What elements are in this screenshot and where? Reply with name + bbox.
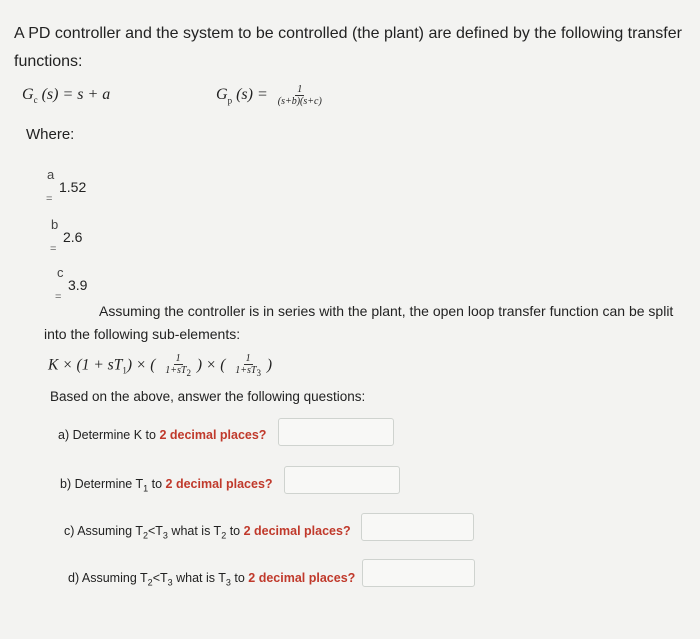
question-a-text: a) Determine K to <box>58 428 160 442</box>
question-c <box>64 524 351 541</box>
formula-fraction-2 <box>233 353 263 379</box>
plant-transfer-function <box>216 84 324 107</box>
formula-mid: ) × ( <box>196 356 226 374</box>
variable-b-name: b <box>51 217 59 232</box>
where-label: Where: <box>26 126 75 143</box>
question-a-precision: 2 decimal places? <box>159 428 267 442</box>
question-d-sub3: 3 <box>225 577 231 588</box>
question-c-sub1: 2 <box>142 530 148 541</box>
answer-t1-input[interactable] <box>284 466 400 494</box>
question-c-mid: what is T <box>167 524 222 538</box>
formula-frac1-num: 1 <box>175 353 181 364</box>
variable-c-name: c <box>57 265 64 280</box>
question-d <box>68 571 355 588</box>
answer-t2-input[interactable] <box>361 513 474 541</box>
gp-rhs: (s) = <box>236 86 268 104</box>
answer-t3-input[interactable] <box>362 559 475 587</box>
question-d-sub1: 2 <box>147 577 153 588</box>
question-d-lt: <T <box>152 571 168 585</box>
variable-b-value: 2.6 <box>63 229 83 245</box>
question-c-to: to <box>226 524 244 538</box>
question-d-precision: 2 decimal places? <box>248 571 356 585</box>
gp-numerator: 1 <box>297 84 303 95</box>
question-b-mid: to <box>148 477 166 491</box>
variable-a-equals: = <box>46 193 53 205</box>
gp-subscript: p <box>227 95 233 106</box>
question-d-text: d) Assuming T <box>68 571 148 585</box>
variable-c-value: 3.9 <box>68 277 88 293</box>
assumption-paragraph <box>44 300 694 346</box>
assumption-line-2: into the following sub-elements: <box>44 326 241 342</box>
question-b-precision: 2 decimal places? <box>165 477 273 491</box>
gc-rhs: (s) = s + a <box>41 86 111 103</box>
question-c-lt: <T <box>147 524 163 538</box>
formula-frac1-den: 1+sT <box>165 365 187 376</box>
variable-a-value: 1.52 <box>59 179 87 195</box>
formula-part1-end: ) × ( <box>126 356 156 374</box>
open-loop-formula <box>48 353 272 379</box>
assumption-line-1: Assuming the controller is in series with the plant, the open loop transfer function can be split <box>99 303 674 319</box>
variable-c-equals: = <box>55 291 62 303</box>
variable-a-name: a <box>47 167 55 182</box>
intro-text: A PD controller and the system to be controlled (the plant) are defined by the following transfer functions: <box>14 25 682 70</box>
question-c-sub2: 3 <box>162 530 168 541</box>
variable-b-equals: = <box>50 243 57 255</box>
question-c-sub3: 2 <box>221 530 227 541</box>
formula-part1: K × (1 + sT <box>48 356 123 374</box>
formula-fraction-1 <box>163 353 193 379</box>
question-d-sub2: 3 <box>167 577 173 588</box>
question-a <box>58 428 266 442</box>
gc-subscript: c <box>33 95 38 106</box>
instructions-text: Based on the above, answer the following questions: <box>50 389 366 404</box>
formula-frac2-sub: 3 <box>256 368 261 378</box>
question-c-precision: 2 decimal places? <box>243 524 351 538</box>
question-c-text: c) Assuming T <box>64 524 143 538</box>
question-d-to: to <box>230 571 249 585</box>
question-d-mid: what is T <box>172 571 226 585</box>
answer-k-input[interactable] <box>278 418 394 446</box>
formula-end: ) <box>266 356 272 374</box>
gp-symbol: G <box>216 86 228 104</box>
question-b-sub: 1 <box>143 483 149 494</box>
question-b <box>60 477 273 494</box>
formula-frac2-den: 1+sT <box>235 365 257 376</box>
formula-frac1-sub: 2 <box>186 368 191 378</box>
controller-transfer-function <box>22 86 110 105</box>
gc-symbol: G <box>22 86 34 103</box>
gp-fraction <box>276 84 324 107</box>
formula-frac2-num: 1 <box>245 353 251 364</box>
gp-denominator: (s+b)(s+c) <box>277 96 322 107</box>
formula-t1-sub: 1 <box>122 365 127 376</box>
question-b-text: b) Determine T <box>60 477 144 491</box>
